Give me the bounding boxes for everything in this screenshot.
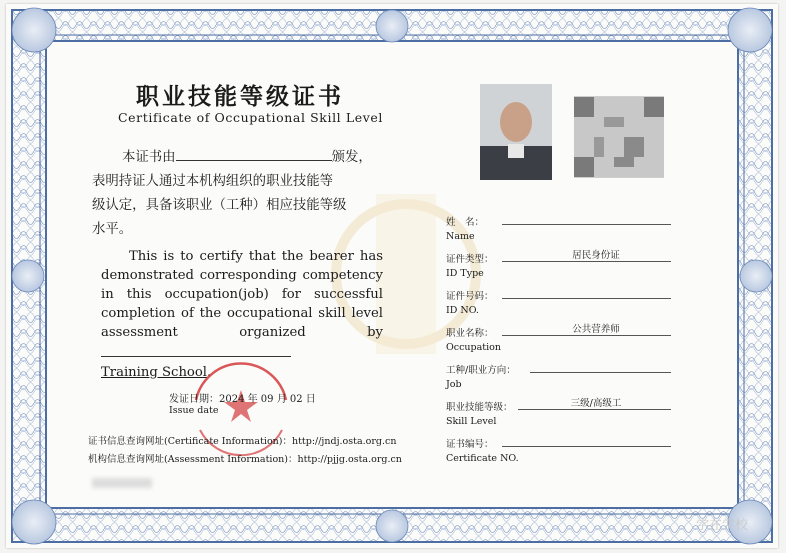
issue-date-row [169,390,316,405]
statement-line1-prefix: 本证书由 [122,150,176,165]
field-underline [502,335,671,336]
english-statement-text: This is to certify that the bearer has demonstrated corresponding competency in this occupation(job) for successful completion of the occupational skill level assessment organized by [101,249,383,340]
field-label-cn: 证件类型： [446,254,494,265]
field-value: 公共营养师 [572,324,620,335]
field-skill-level [446,399,676,427]
field-id-no [446,288,676,316]
watermark-text: 学在学校 [696,518,749,533]
field-label-en: ID NO. [446,305,479,316]
issue-date-label-en: Issue date [169,405,219,416]
assessment-info-url: 机构信息查询网址(Assessment Information)：http://pjjg.osta.org.cn [88,454,402,465]
field-id-type [446,251,676,279]
field-label-cn: 职业名称： [446,328,494,339]
field-label-en: Certificate NO. [446,453,519,464]
chinese-statement [92,146,384,242]
title-chinese: 职业技能等级证书 [136,84,344,110]
field-job [446,362,676,390]
certificate-info-url: 证书信息查询网址(Certificate Information)：http://jndj.osta.org.cn [88,436,397,447]
redacted-text [92,478,152,488]
field-underline [502,224,671,225]
field-label-en: Occupation [446,342,501,353]
field-label-cn: 证件号码： [446,291,494,302]
statement-line4: 水平。 [92,222,133,237]
field-underline [530,372,671,373]
field-name [446,214,676,242]
english-statement-end: . [207,365,212,380]
title-english: Certificate of Occupational Skill Level [118,110,383,125]
field-underline [502,298,671,299]
field-underline [502,446,671,447]
statement-line3: 级认定，具备该职业（工种）相应技能等级 [92,198,347,213]
organizer-blank [101,342,291,357]
statement-line1-suffix: 颁发， [331,150,372,165]
issue-date-label: 发证日期： [169,394,219,405]
field-underline [502,261,671,262]
field-label-cn: 证书编号： [446,439,494,450]
statement-line2: 表明持证人通过本机构组织的职业技能等 [92,174,334,189]
school-name: Training School [101,365,208,380]
field-label-cn: 工种/职业方向： [446,365,516,376]
holder-photo [480,84,552,180]
field-underline [518,409,671,410]
qr-code [574,96,664,178]
field-value: 三级/高级工 [570,398,622,409]
field-occupation [446,325,676,353]
field-label-en: Skill Level [446,416,497,427]
issue-date-value: 2024 年 09 月 02 日 [219,394,316,405]
field-value: 居民身份证 [572,250,620,261]
field-label-en: ID Type [446,268,484,279]
field-label-en: Name [446,231,475,242]
field-label-cn: 职业技能等级： [446,402,513,413]
field-label-en: Job [446,379,462,390]
issuer-blank [176,146,332,161]
field-label-cn: 姓 名： [446,217,485,228]
field-certificate-no [446,436,676,464]
